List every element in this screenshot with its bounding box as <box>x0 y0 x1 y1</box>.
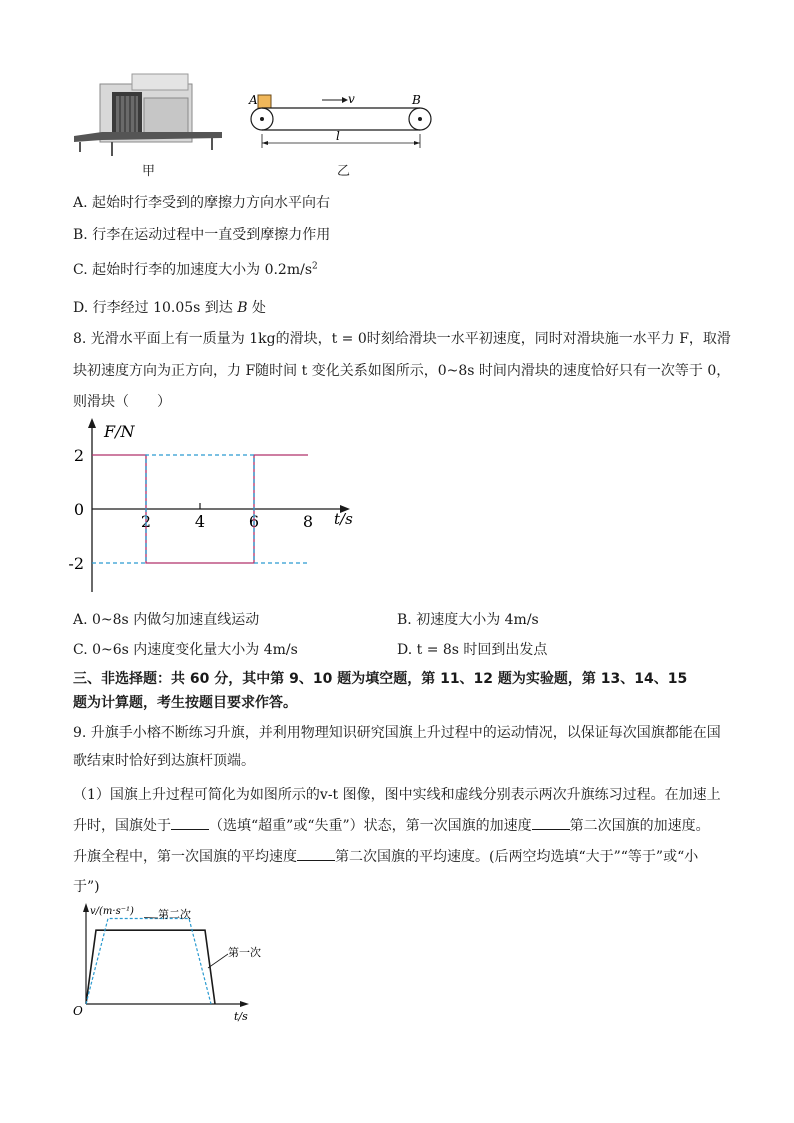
second-trial-line <box>86 919 211 1005</box>
label-a: A <box>249 93 258 107</box>
label-v: v <box>348 92 355 106</box>
conveyor-diagram <box>244 88 440 152</box>
first-trial-line <box>86 930 215 1004</box>
x-axis-arrow <box>240 1001 249 1007</box>
x-tick-label: 2 <box>140 512 152 531</box>
q9-part1-line-a: （1）国旗上升过程可简化为如图所示的v-t 图像，图中实线和虚线分别表示两次升旗练习过程。在加速上 <box>73 787 721 803</box>
label-yi: 乙 <box>337 164 351 179</box>
second-trial-label: 第二次 <box>158 908 191 921</box>
velocity-time-chart <box>68 900 268 1030</box>
x-tick-label: 8 <box>302 512 314 531</box>
q9-line-2: 歌结束时恰好到达旗杆顶端。 <box>73 753 255 769</box>
q9-part1-line-c: 升旗全程中，第一次国旗的平均速度 第二次国旗的平均速度。(后两空均选填“大于”“等于”或“小 <box>73 846 698 866</box>
q8-option-c: C. 0~6s 内速度变化量大小为 4m/s <box>73 642 298 658</box>
y-axis-arrow <box>88 418 96 428</box>
y-tick-label: 2 <box>73 446 84 465</box>
q8-option-d: D. t = 8s 时回到出发点 <box>397 642 548 658</box>
section-3-line-2: 题为计算题，考生按题目要求作答。 <box>73 695 297 711</box>
x-tick-label: 6 <box>248 512 260 531</box>
q8-line-2: 块初速度方向为正方向，力 F随时间 t 变化关系如图所示，0~8s 时间内滑块的速度恰好只有一次等于 0， <box>73 363 731 379</box>
q8-line-3: 则滑块（ ） <box>73 394 171 410</box>
second-trial-leader <box>144 918 158 919</box>
q8-option-b: B. 初速度大小为 4m/s <box>397 612 539 628</box>
section-3-line-1: 三、非选择题：共 60 分，其中第 9、10 题为填空题，第 11、12 题为实验题，第 13、14、15 <box>73 671 688 687</box>
origin-label: O <box>73 1004 83 1018</box>
q9-line-1: 9. 升旗手小榕不断练习升旗，并利用物理知识研究国旗上升过程中的运动情况，以保证每次国旗都能在国 <box>73 725 721 741</box>
first-trial-leader <box>208 954 228 968</box>
y-axis-label: v/(m·s⁻¹) <box>90 906 134 917</box>
y-tick-label: -2 <box>68 554 84 573</box>
blank-3[interactable] <box>297 846 335 861</box>
y-tick-label: 0 <box>73 500 84 519</box>
label-b: B <box>412 93 421 107</box>
x-axis-label: t/s <box>334 510 353 528</box>
q8-option-a: A. 0~8s 内做匀加速直线运动 <box>73 612 260 628</box>
q7-option-d: D. 行李经过 10.05s 到达 B 处 <box>73 300 266 316</box>
force-time-chart <box>62 414 362 604</box>
q7-option-b: B. 行李在运动过程中一直受到摩擦力作用 <box>73 227 331 243</box>
label-l: l <box>336 129 340 143</box>
xray-machine-figure <box>72 70 232 162</box>
q7-option-c: C. 起始时行李的加速度大小为 $0.2m/s^2$ <box>73 261 318 278</box>
y-axis-label: F/N <box>104 422 135 441</box>
y-axis-arrow <box>83 903 89 912</box>
blank-2[interactable] <box>532 815 570 830</box>
q9-part1-line-d: 于”) <box>73 879 100 895</box>
x-axis-label: t/s <box>234 1010 248 1023</box>
q8-line-1: 8. 光滑水平面上有一质量为 1kg的滑块，t = 0时刻给滑块一水平初速度，同时对滑块施一水平力 F，取滑 <box>73 331 731 347</box>
first-trial-label: 第一次 <box>228 946 261 959</box>
q9-part1-line-b: 升时，国旗处于 （选填“超重”或“失重”）状态，第一次国旗的加速度 第二次国旗的加速度。 <box>73 815 710 835</box>
label-jia: 甲 <box>142 164 156 179</box>
blank-1[interactable] <box>171 815 209 830</box>
q7-option-a: A. 起始时行李受到的摩擦力方向水平向右 <box>73 195 331 211</box>
x-tick-label: 4 <box>194 512 206 531</box>
